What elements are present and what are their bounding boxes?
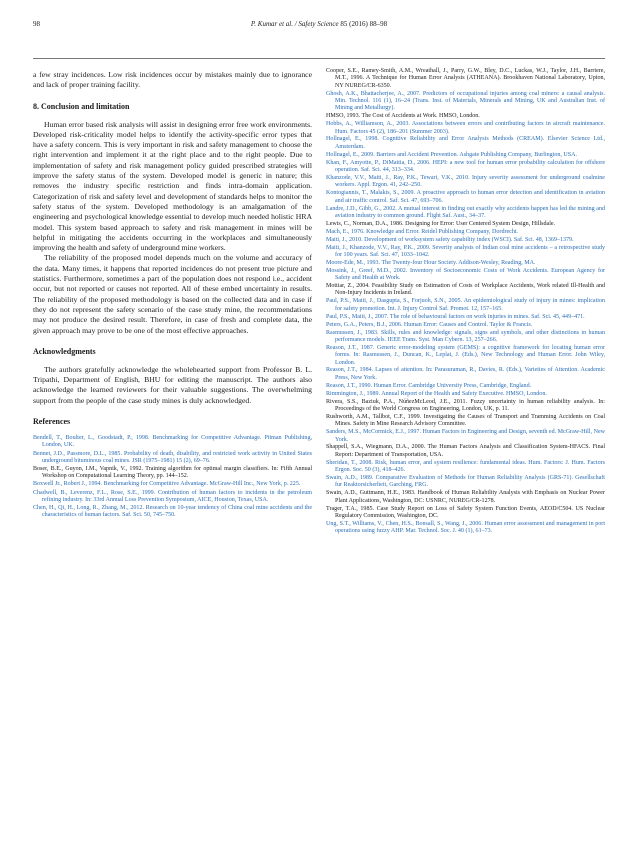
reference-list-right [326, 68, 605, 536]
reference-entry: Rivera, S.S., Baziuk, P.A., NúñezMcLeod, J.E., 2011. Fuzzy uncertainty in human reliability analysis. In: Proceedings of the World Congress on Engineering, London, UK, p. 11. [326, 398, 605, 412]
journal-citation: P. Kumar et al. / Safety Science 85 (2016) 88–98 [250, 20, 388, 28]
reference-entry[interactable]: Hobbs, A., Williamson, A., 2003. Associations between errors and contributing factors in aircraft maintenance. Hum. Factors 45 (2), 186–201 (Summer 2003). [326, 121, 605, 135]
reference-entry[interactable]: Reason, J.T., 1987. Generic error-modeling system (GEMS): a cognitive framework for locating human error forms. In: Rasmussen, J., Duncan, K., Leplat, J. (Eds.), New Technology and Human Error. John Wiley, London. [326, 344, 605, 366]
reference-entry[interactable]: Peters, G.A., Peters, B.J., 2006. Human Error: Causes and Control. Taylor & Francis. [326, 321, 533, 328]
left-column [33, 70, 312, 521]
reference-entry: Boser, B.E., Guyon, I.M., Vapnik, V., 1992. Training algorithm for optimal margin classifiers. In: Fifth Annual Workshop on Computational Learning Theory, pp. 144–152. [33, 465, 312, 480]
reference-entry: Trager, T.A., 1985. Case Study Report on Loss of Safety System Function Events, AEOD/C504. US Nuclear Regulatory Commission, Washington, DC. [326, 505, 605, 519]
page-number: 98 [33, 20, 40, 28]
reference-entry[interactable]: Maiti, J., Khanzode, V.V., Ray, P.K., 2009. Severity analysis of Indian coal mine accidents – a retrospective study for 100 years. Saf. Sci. 47, 1033–1042. [326, 244, 605, 258]
reference-entry: Rushworth, A.M., Tallbot, C.F., 1999. Investigating the Causes of Transport and Tramming Accidents on Coal Mines. Safety in Mine Research Advisory Committee. [326, 413, 605, 428]
section-title-references: References [33, 417, 71, 427]
reference-entry[interactable]: Ung, S.T., Williams, V., Chen, H.S., Bonsall, S., Wang, J., 2006. Human error assessment and management in port operations using fuzzy AHP. Mar. Technol. Soc. J. 40 (1), 61–73. [326, 520, 605, 535]
reference-entry[interactable]: Kontogiannis, T., Malakis, S., 2009. A proactive approach to human error detection and identification in aviation and air traffic control. Saf. Sci. 47, 693–706. [326, 190, 605, 204]
reference-entry[interactable]: Sheridan, T., 2008. Risk, human error, and system resilience: fundamental ideas. Hum. Factors: J. Hum. Factors Ergon. Soc. 50 (3), 418–426. [326, 459, 605, 474]
intro-paragraph: a few stray incidences. Low risk incidences occur by mistakes mainly due to ignorance and lack of proper training facility. [33, 70, 312, 90]
reference-entry[interactable]: Bennet, J.D., Passmore, D.L., 1985. Probability of death, disability, and restricted work activity in United States underground bituminous coal mines. JSR (1975–1981) 15 (2), 69–76. [33, 450, 312, 464]
reference-entry: Shappell, S.A., Wiegmann, D.A., 2000. The Human Factors Analysis and Classification System-HFACS. Final Report: Department of Transportation, USA. [326, 444, 605, 458]
reference-entry[interactable]: Mach, E., 1976. Knowledge and Error. Reidel Publishing Company, Dordrecht. [326, 228, 519, 235]
reference-entry[interactable]: Swain, A.D., 1989. Comparative Evaluation of Methods for Human Reliability Analysis (GRS-71). Gesellschaft fur Reaktorsicherheit, Garching, FRG. [326, 475, 605, 489]
reference-entry: Swain, A.D., Guttmann, H.E., 1983. Handbook of Human Reliability Analysis with Emphasis on Nuclear Power Plant Applications, Washington, DC: USNRC, NUREG/CR-1278. [326, 490, 605, 504]
conclusion-paragraph-1: Human error based risk analysis will assist in designing error free work environments. Developed risk-criticality model helps to identify the activity-specific error types that have a safety concern. This is very important in risk and safety management to choose the right intervention and implement it at the right place and to the right people. Due to implementation of safety and risk management policy guided prescribed strategies will improve the safety status of the system. Developed model is generic in nature; this removes the industry specific restriction and finds intra-domain application. Categorization of risk and safety level and development of standards helps to monitor the safety status of the system. Developed methodology is an amalgamation of the engineering and psychological knowledge essential to develop much needed holistic HRA model. This system based approach to safety and risk management in mines will be helpful in mitigating the accidents occurring in the workplaces and simultaneously improving the health and safety of underground mine workers. [33, 119, 312, 253]
acknowledgments-text: The authors gratefully acknowledge the wholehearted support from Professor B. L. Tripathi, Department of English, BHU for editing the manuscript. The authors also acknowledge the learned reviewers for their valuable suggestions. The overwhelming support from the people of the case study mines is duly acknowledged. [33, 364, 312, 405]
reference-entry[interactable]: Khanzode, V.V., Maiti, J., Ray, P.K., Tewari, V.K., 2010. Injury severity assessment for underground coalmine workers. Appl. Ergon. 41, 242–250. [326, 174, 605, 189]
reference-list-left [33, 435, 312, 520]
reference-entry[interactable]: Chen, H., Qi, H., Long, R., Zhang, M., 2012. Research on 10-year tendency of China coal mine accidents and the characteristics of human factors. Saf. Sci. 50, 745–750. [33, 505, 312, 519]
section-title-conclusion: 8. Conclusion and limitation [33, 101, 130, 111]
reference-entry[interactable]: Sanders, M.S., McCormick, E.J., 1997. Human Factors in Engineering and Design, seventh ed. McGraw-Hill, New York. [326, 429, 605, 443]
reference-entry[interactable]: Mossink, J., Greef, M.D., 2002. Inventory of Socioeconomic Costs of Work Accidents. European Agency for Safety and Health at Work. [326, 267, 605, 282]
reference-entry[interactable]: Landre, J.D., Gibb, G., 2002. A mutual interest in finding out exactly why accidents happen has led the mining and aviation industry to common ground. Flight Saf. Aust., 34–37. [326, 205, 605, 219]
reference-entry[interactable]: Paul, P.S., Maiti, J., Dasgupta, S., Forjuoh, S.N., 2005. An epidemiological study of injury in mines: implication for safety promotion. Int. J. Injury Control Saf. Promot. 12, 157–165. [326, 298, 605, 312]
reference-entry: HMSO, 1993. The Cost of Accidents at Work. HMSO, London. [326, 113, 480, 120]
reference-entry[interactable]: Paul, P.S., Maiti, J., 2007. The role of behavioural factors on work injuries in mines. Saf. Sci. 45, 449–471. [326, 313, 585, 320]
reference-entry[interactable]: Chadwell, B., Leverenz, F.L., Rose, S.E., 1999. Contribution of human factors to incidents in the petroleum refining industry. In: 33rd Annual Loss Prevention Symposium, AICE, Houston, Texas, USA. [33, 489, 312, 503]
reference-entry[interactable]: Hollnagel, E., 2009. Barriers and Accident Prevention. Ashgate Publishing Company, Burlington, USA. [326, 151, 578, 158]
reference-entry[interactable]: Reason, J.T., 1984. Lapses of attention. In: Parasuraman, R., Davies, R. (Eds.), Varieties of Attention. Academic Press, New York. [326, 367, 605, 381]
reference-entry[interactable]: Bendell, T., Boulter, L., Goodstadt, P., 1998. Benchmarking for Competitive Advantage. Pitman Publishing, London, UK. [33, 435, 312, 449]
conclusion-paragraph-2: The reliability of the proposed model depends much on the volume and accuracy of the data. Many times, it happens that reported incidences do not present true picture and statistics. Furthermore, sometimes a part of the population does not respond i.e., accident occur, but not reported or causes not reported. All of these embed uncertainty in results. The reliability of the proposed methodology is based on the collected data and in case if they do not represent the safety scenario of the case study mine, the recommendations may not produce the desired result. Therefore, in case of fresh and complete data, the given approach may prove to be one of the most effective approaches. [33, 253, 312, 335]
header-rule [33, 58, 605, 59]
running-header [33, 20, 605, 32]
reference-entry: Mottiar, Z., 2004. Feasibility Study on Estimation of Costs of Workplace Accidents, Work related Ill-Health and Non-Injury Incidents in Ireland. [326, 283, 605, 297]
section-title-acknowledgments: Acknowledgments [33, 346, 96, 356]
reference-entry[interactable]: Ghosh, A.K., Bhattacherjee, A., 2007. Predictors of occupational injuries among coal miners: a causal analysis. Min. Technol. 116 (1), 16–24 (Trans. Inst. of Materials, Minerals and Mining, UK and Australian Inst. of Mining and Metallurgy). [326, 90, 605, 112]
reference-entry[interactable]: Hollnagel, E., 1998. Cognitive Reliability and Error Analysis Methods (CREAM). Elsevier Science Ltd., Amsterdam. [326, 136, 605, 150]
reference-entry: Cooper, S.E., Ramey-Smith, A.M., Wreathall, J., Parry, G.W., Bley, D.C., Luckas, W.J., Taylor, J.H., Barriere, M.T., 1996. A Technique for Human Error Analysis (ATHEANA). Brookhaven National Laboratory, Upton, NY NUREG/CR-6350. [326, 68, 605, 89]
reference-entry[interactable]: Moore-Ede, M., 1993. The Twenty-four Hour Society. Addison-Wesley, Reading, MA. [326, 259, 536, 266]
reference-entry[interactable]: Rimmington, J., 1989. Annual Report of the Health and Safety Executive. HMSO, London. [326, 390, 547, 397]
reference-entry[interactable]: Rasmussen, J., 1983. Skills, rules and knowledge: signals, signs and symbols, and other distinctions in human performance models. IEEE Trans. Syst. Man Cybern. 13, 257–266. [326, 329, 605, 343]
reference-entry[interactable]: Khan, F., Amyotte, P., DiMattia, D., 2006. HEPI: a new tool for human error probability calculation for offshore operation. Saf. Sci. 44, 313–334. [326, 159, 605, 174]
reference-entry: Lewis, C., Norman, D.A., 1986. Designing for Error: User Centered System Design, Hillsdale. [326, 220, 556, 227]
reference-entry[interactable]: Reason, J.T., 1990. Human Error. Cambridge University Press, Cambridge, England. [326, 382, 532, 389]
reference-entry[interactable]: Maiti, J., 2010. Development of worksystem safety capability index (WSCI). Saf. Sci. 48, 1369–1379. [326, 236, 574, 243]
reference-entry[interactable]: Boxwell Jr., Robert J., 1994. Benchmarking for Competitive Advantage. McGraw-Hill Inc., New York, p. 225. [33, 481, 301, 488]
right-column [326, 68, 605, 536]
